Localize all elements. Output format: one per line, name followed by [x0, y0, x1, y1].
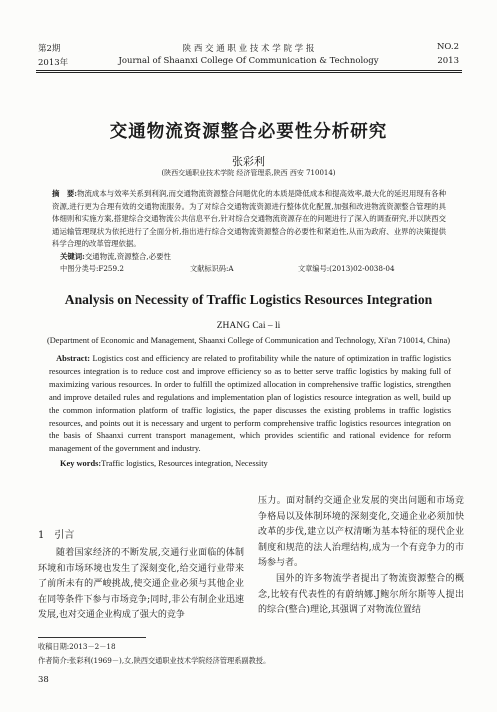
keywords-en-text: Traffic logistics, Resources integration, Necessity — [101, 459, 268, 468]
article-title-en: Analysis on Necessity of Traffic Logistics Resources Integration — [64, 292, 433, 307]
article-number: 文章编号:(2013)02-0038-04 — [298, 264, 395, 273]
section-heading: 1 引言 — [38, 530, 75, 541]
author-en: ZHANG Cai – li — [216, 321, 281, 331]
keywords-cn-text: 交通物流,资源整合,必要性 — [84, 252, 171, 261]
affiliation-cn: (陕西交通职业技术学院 经济管理系,陕西 西安 710014) — [161, 169, 336, 177]
keywords-cn-label: 关键词: — [60, 252, 85, 261]
abstract-en-label: Abstract: — [56, 354, 91, 363]
year-label: 2013年 — [38, 58, 69, 68]
body-left-column — [38, 546, 244, 624]
keywords-en-label: Key words: — [60, 459, 102, 468]
issue-number: NO.2 — [436, 42, 459, 52]
received-date: 收稿日期:2013－2－18 — [38, 642, 116, 651]
document-code: 文献标识码:A — [190, 264, 234, 273]
body-paragraph: 国外的许多物流学者提出了物流资源整合的概念,比较有代表性的有蔚纳娜.J鲍尔所尔斯等人提出的综合(整合)理论,其强调了对物流位置结 — [258, 573, 464, 616]
body-right-column — [258, 494, 464, 619]
header-rule — [36, 70, 462, 71]
affiliation-en: (Department of Economic and Management, Shaanxi College of Communication and Technology, Xi'an 710014, China) — [46, 336, 451, 345]
abstract-cn — [52, 188, 446, 251]
issue-label: 第2期 — [38, 44, 61, 54]
header-rule-thin — [36, 72, 462, 73]
article-title-cn: 交通物流资源整合必要性分析研究 — [109, 122, 388, 142]
clc-number: 中图分类号:F259.2 — [60, 264, 124, 273]
keywords-en — [60, 459, 268, 468]
journal-title-en: Journal of Shaanxi College Of Communication & Technology — [118, 56, 379, 66]
abstract-cn-text: 物流成本与效率关系到利润,而交通物流资源整合问题优化的本质是降低成本和提高效率,最大化的延迟用现有各种资源,进行更为合理有效的交通物流服务。为了对综合交通物流资源进行整体优化配置,加强和改进物流资源整合管理的具体细则和实施方案,搭建综合交通物流公共信息平台,针对综合交通物流资源存在的问题进行了深入的调查研究,并以陕西交通运输管理现状为依托进行了全面分析,指出进行综合交通物流资源整合的必要性和紧迫性,从而为政府、业界的决策提供科学合理的改革管理依据。 — [52, 189, 446, 249]
abstract-cn-label: 摘 要: — [52, 189, 78, 198]
keywords-cn — [60, 251, 171, 262]
body-paragraph: 压力。面对制约交通企业发展的突出问题和市场竞争格局以及体制环境的深刻变化,交通企业必须加快改革的步伐,建立以产权清晰为基本特征的现代企业制度和规范的法人治理结构,成为一个有竞争力的市场参与者。 — [258, 496, 464, 569]
author-note: 作者简介:张彩利(1969－),女,陕西交通职业技术学院经济管理系副教授。 — [38, 656, 271, 665]
journal-title-cn: 陕 西 交 通 职 业 技 术 学 院 学 报 — [182, 44, 315, 54]
page-number: 38 — [38, 675, 49, 685]
author-cn: 张彩利 — [232, 155, 265, 168]
year-number: 2013 — [437, 56, 459, 66]
body-paragraph: 随着国家经济的不断发展,交通行业面临的体制环境和市场环境也发生了深刻变化,给交通行业带来了前所未有的严峻挑战,使交通企业必须与其他企业在同等条件下参与市场竞争;同时,非公有制企业迅速发展,也对交通企业构成了强大的竞争 — [38, 548, 244, 621]
footnote-rule — [38, 637, 146, 638]
abstract-en-text: Logistics cost and efficiency are related to profitability while the nature of optimization in traffic logistics resources integration is to reduce cost and improve efficiency so as to better serve traffic logistics by making full of maximizing various resources. In order to fulfill the optimized allocation in comprehensive traffic logistics, strengthen and improve detailed rules and regulations and implementation plan of logistics resource integration as well, build up the common information platform of traffic logistics, the paper discusses the existing problems in traffic logistics resources, and points out it is necessary and urgent to perform comprehensive traffic logistics resources integration on the basis of Shaanxi current transport management, which provides scientific and rational evidence for reform management of the government and industry. — [49, 354, 452, 454]
abstract-en — [49, 353, 451, 456]
